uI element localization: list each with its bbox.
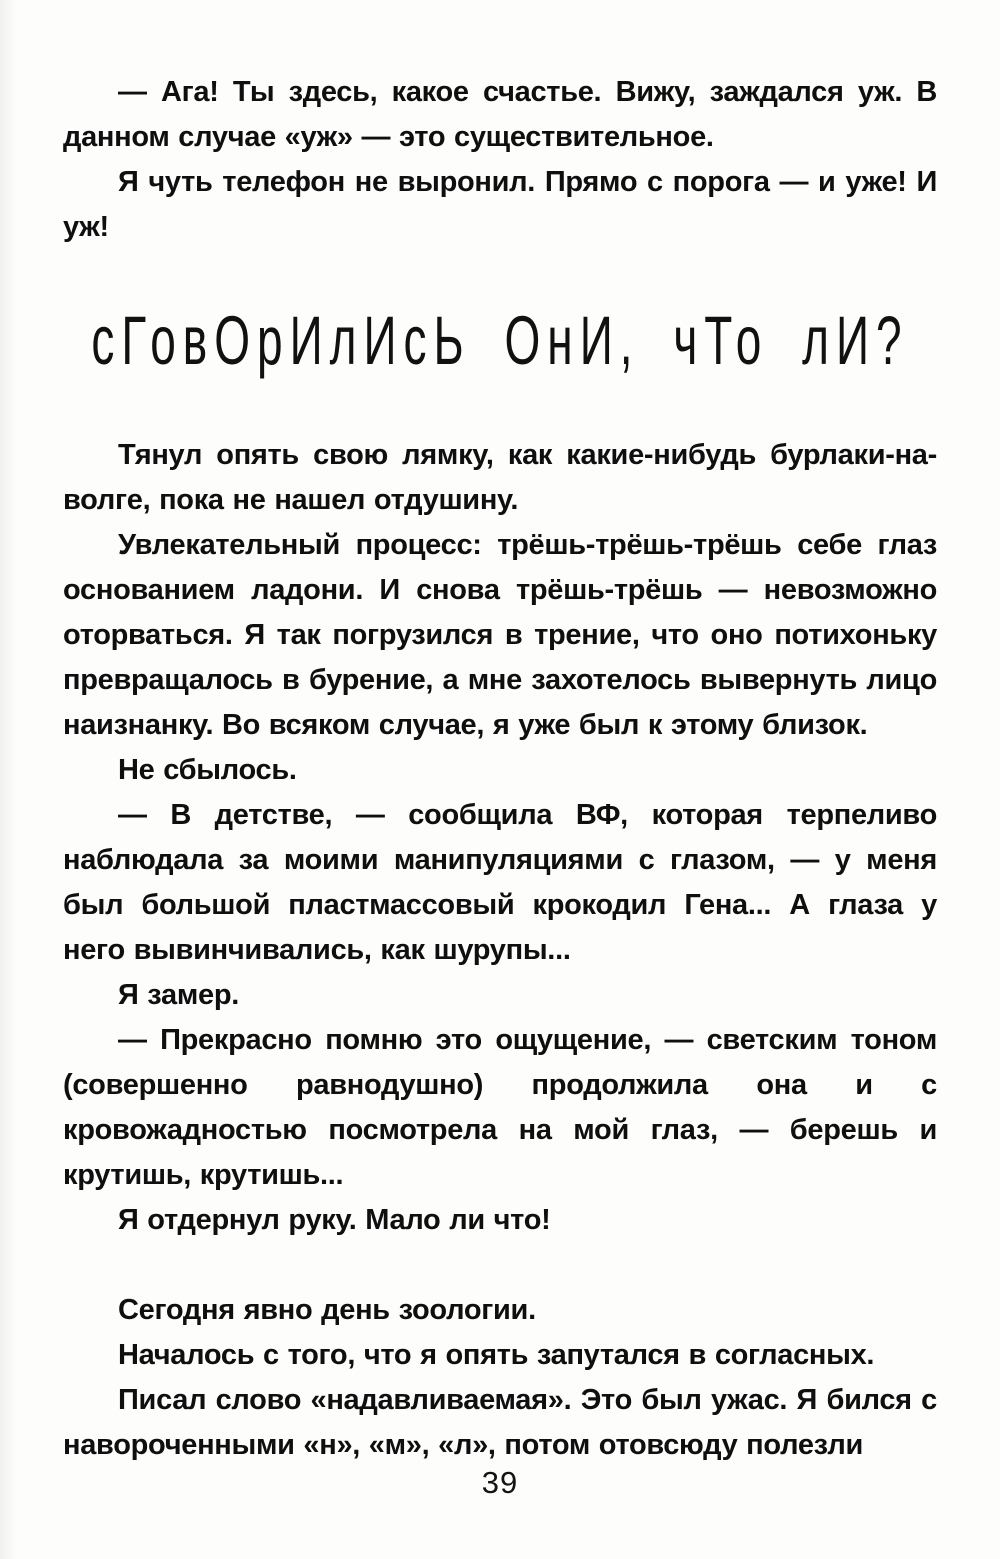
paragraph: Я чуть телефон не выронил. Прямо с порога — и уже! И уж! bbox=[63, 166, 937, 243]
paragraph: Сегодня явно день зоологии. bbox=[118, 1294, 536, 1326]
chapter-title: сГовОрИлИсЬ ОнИ, чТо лИ? bbox=[91, 301, 909, 379]
page-text bbox=[63, 70, 937, 1468]
paragraph: Началось с того, что я опять запутался в согласных. bbox=[118, 1339, 875, 1371]
paragraph: Тянул опять свою лямку, как какие-нибудь бурлаки-на-волге, пока не нашел отдушину. bbox=[63, 439, 937, 516]
page-number: 39 bbox=[481, 1465, 519, 1500]
paragraph: — Ага! Ты здесь, какое счастье. Вижу, заждался уж. В данном случае «уж» — это существительное. bbox=[63, 76, 937, 153]
paragraph: Я отдернул руку. Мало ли что! bbox=[118, 1204, 551, 1236]
paragraph: Увлекательный процесс: трёшь-трёшь-трёшь себе глаз основанием ладони. И снова трёшь-трёшь — невозможно оторваться. Я так погрузился в трение, что оно потихоньку превращалось в бурение, а мне захотелось вывернуть лицо наизнанку. Во всяком случае, я уже был к этому близок. bbox=[63, 529, 937, 741]
paragraph: Я замер. bbox=[118, 979, 240, 1011]
paragraph: Не сбылось. bbox=[118, 754, 297, 786]
paragraph: — Прекрасно помню это ощущение, — светским тоном (совершенно равнодушно) продолжила она и с кровожадностью посмотрела на мой глаз, — берешь и крутишь, крутишь... bbox=[63, 1024, 937, 1191]
paragraph: Писал слово «надавливаемая». Это был ужас. Я бился с навороченными «н», «м», «л», потом отовсюду полезли bbox=[63, 1384, 937, 1461]
paragraph: — В детстве, — сообщила ВФ, которая терпеливо наблюдала за моими манипуляциями с глазом, — у меня был большой пластмассовый крокодил Гена... А глаза у него вывинчивались, как шурупы... bbox=[63, 799, 937, 966]
